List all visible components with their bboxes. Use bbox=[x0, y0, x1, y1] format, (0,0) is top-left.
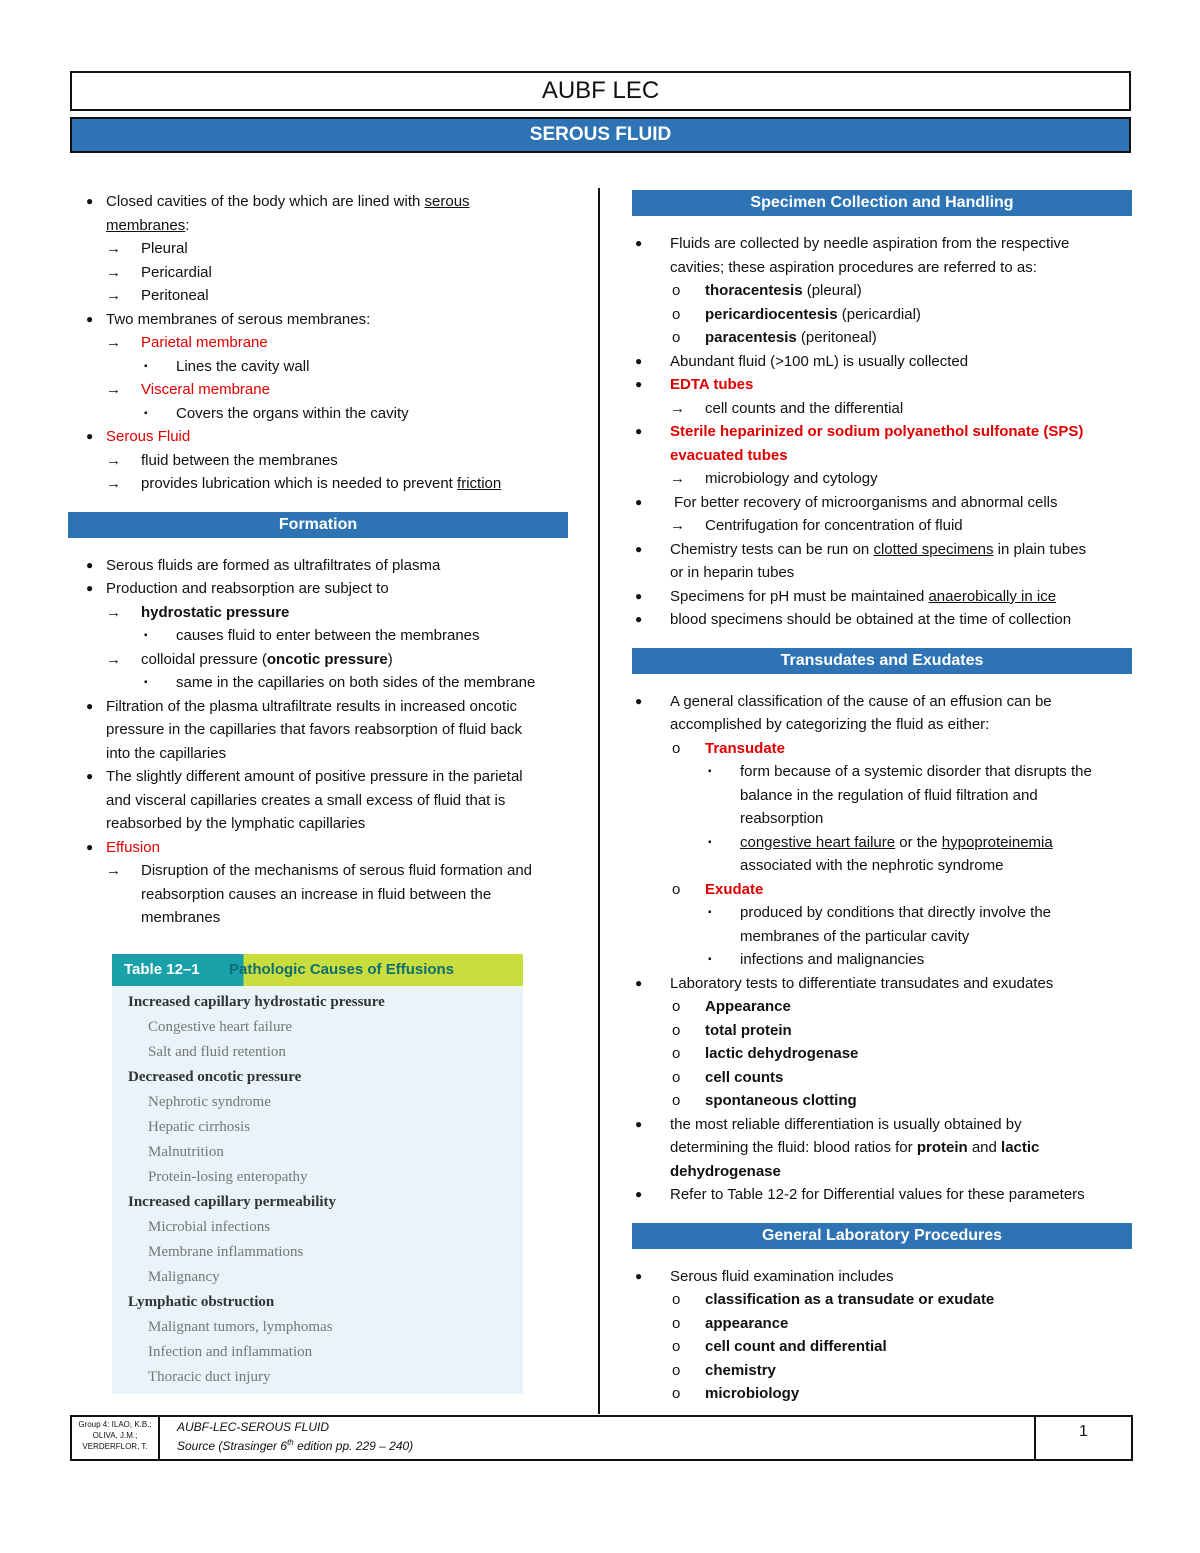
list-item: ▪ causes fluid to enter between the membranes bbox=[144, 627, 480, 644]
list-item: → Visceral membrane bbox=[106, 381, 270, 398]
list-item: pressure in the capillaries that favors reabsorption of fluid back bbox=[106, 721, 523, 738]
list-item: ● Chemistry tests can be run on clotted specimens in plain tubes bbox=[635, 540, 1087, 558]
pathologic-causes-table bbox=[112, 954, 523, 1394]
footer-info bbox=[177, 1419, 413, 1454]
table-category: Increased capillary permeability bbox=[128, 1194, 337, 1210]
section-heading-general: General Laboratory Procedures bbox=[632, 1223, 1132, 1249]
list-item: reabsorption causes an increase in fluid between the bbox=[141, 885, 492, 903]
list-item: accomplished by categorizing the fluid as either: bbox=[670, 716, 990, 733]
list-item: → Pericardial bbox=[106, 263, 212, 281]
list-item: → fluid between the membranes bbox=[106, 451, 338, 469]
list-item: o Appearance bbox=[672, 998, 791, 1015]
table-cause: Membrane inflammations bbox=[148, 1244, 304, 1260]
list-item: associated with the nephrotic syndrome bbox=[740, 857, 1004, 874]
table-category: Decreased oncotic pressure bbox=[128, 1069, 302, 1085]
table-cause: Thoracic duct injury bbox=[148, 1369, 271, 1385]
list-item: o spontaneous clotting bbox=[672, 1092, 857, 1109]
list-item: ● Fluids are collected by needle aspiration from the respective bbox=[635, 235, 1070, 252]
footer-source: Source (Strasinger 6th edition pp. 229 – 240) bbox=[177, 1438, 414, 1453]
list-item: → Peritoneal bbox=[106, 287, 209, 304]
list-item: ▪ produced by conditions that directly involve the bbox=[708, 904, 1052, 921]
list-item: ● Filtration of the plasma ultrafiltrate results in increased oncotic bbox=[86, 697, 518, 715]
column-divider bbox=[598, 188, 600, 1414]
list-item: ● Serous fluids are formed as ultrafiltrates of plasma bbox=[86, 556, 441, 574]
list-item: ● EDTA tubes bbox=[635, 376, 754, 393]
table-cause: Nephrotic syndrome bbox=[148, 1094, 271, 1110]
table-cause: Microbial infections bbox=[148, 1219, 271, 1235]
table-cause: Infection and inflammation bbox=[148, 1344, 313, 1360]
list-item: o microbiology bbox=[672, 1385, 800, 1402]
right-column bbox=[632, 190, 1132, 1406]
table-category: Lymphatic obstruction bbox=[128, 1294, 275, 1310]
list-item: → Centrifugation for concentration of fluid bbox=[670, 517, 963, 534]
list-item: membranes of the particular cavity bbox=[740, 927, 970, 945]
footer-title: AUBF-LEC-SEROUS FLUID bbox=[177, 1420, 330, 1434]
page-subtitle: SEROUS FLUID bbox=[70, 117, 1131, 153]
list-item: reabsorbed by the lymphatic capillaries bbox=[106, 815, 366, 832]
list-item: o Transudate bbox=[672, 739, 786, 757]
list-item: dehydrogenase bbox=[670, 1162, 781, 1180]
page-number: 1 bbox=[1034, 1417, 1131, 1459]
list-item: → colloidal pressure (oncotic pressure) bbox=[106, 650, 393, 668]
table-title: Pathologic Causes of Effusions bbox=[229, 961, 455, 978]
table-cause: Malignancy bbox=[148, 1269, 220, 1285]
footer-group: Group 4: ILAO, K.B.; OLIVA, J.M.; VERDERFLOR, T. bbox=[72, 1417, 160, 1459]
list-item: o chemistry bbox=[672, 1361, 776, 1379]
list-item: → provides lubrication which is needed to prevent friction bbox=[106, 475, 502, 492]
list-item: ▪ Covers the organs within the cavity bbox=[144, 404, 409, 422]
list-item: ● For better recovery of microorganisms and abnormal cells bbox=[635, 493, 1058, 511]
list-item: membranes bbox=[141, 909, 221, 926]
list-item: evacuated tubes bbox=[670, 446, 788, 464]
list-item: ▪ form because of a systemic disorder that disrupts the bbox=[708, 763, 1092, 780]
table-cause: Malignant tumors, lymphomas bbox=[148, 1319, 333, 1335]
table-header bbox=[112, 954, 523, 986]
list-item: → Disruption of the mechanisms of serous fluid formation and bbox=[106, 862, 533, 879]
list-item: o cell counts bbox=[672, 1068, 784, 1086]
list-item: ● Specimens for pH must be maintained anaerobically in ice bbox=[635, 587, 1057, 605]
table-body bbox=[112, 990, 523, 1390]
list-item: membranes: bbox=[106, 216, 190, 234]
list-item: ● Abundant fluid (>100 mL) is usually collected bbox=[635, 352, 969, 370]
list-item: ● the most reliable differentiation is usually obtained by bbox=[635, 1115, 1022, 1133]
list-item: o total protein bbox=[672, 1021, 792, 1039]
list-item: o thoracentesis (pleural) bbox=[672, 282, 862, 299]
table-cause: Congestive heart failure bbox=[148, 1019, 293, 1035]
list-item: → Parietal membrane bbox=[106, 334, 268, 351]
list-item: ● Serous Fluid bbox=[86, 428, 191, 445]
list-item: ▪ congestive heart failure or the hypoproteinemia bbox=[708, 833, 1053, 851]
page-footer bbox=[70, 1415, 1133, 1461]
section-heading-transudates: Transudates and Exudates bbox=[632, 648, 1132, 674]
list-item: or in heparin tubes bbox=[670, 564, 795, 581]
list-item: ● Closed cavities of the body which are lined with serous bbox=[86, 193, 470, 210]
list-item: ● Sterile heparinized or sodium polyanethol sulfonate (SPS) bbox=[635, 423, 1084, 440]
list-item: o paracentesis (peritoneal) bbox=[672, 329, 877, 346]
list-item: o pericardiocentesis (pericardial) bbox=[672, 305, 921, 323]
table-cause: Salt and fluid retention bbox=[148, 1044, 286, 1060]
table-cause: Malnutrition bbox=[148, 1144, 224, 1160]
list-item: ● Two membranes of serous membranes: bbox=[86, 310, 371, 328]
table-cause: Protein-losing enteropathy bbox=[148, 1169, 308, 1185]
list-item: o Exudate bbox=[672, 880, 764, 898]
section-heading-formation: Formation bbox=[68, 512, 568, 538]
list-item: → microbiology and cytology bbox=[670, 470, 878, 487]
list-item: ▪ infections and malignancies bbox=[708, 951, 925, 968]
table-number: Table 12–1 bbox=[124, 961, 200, 978]
list-item: ● Serous fluid examination includes bbox=[635, 1267, 894, 1285]
list-item: reabsorption bbox=[740, 810, 824, 827]
list-item: balance in the regulation of fluid filtration and bbox=[740, 786, 1038, 804]
list-item: ● Production and reabsorption are subject to bbox=[86, 580, 389, 597]
table-category: Increased capillary hydrostatic pressure bbox=[128, 994, 385, 1010]
list-item: ● Laboratory tests to differentiate transudates and exudates bbox=[635, 974, 1054, 992]
list-item: o lactic dehydrogenase bbox=[672, 1045, 859, 1062]
list-item: o cell count and differential bbox=[672, 1338, 887, 1355]
list-item: determining the fluid: blood ratios for protein and lactic bbox=[670, 1139, 1040, 1156]
list-item: → cell counts and the differential bbox=[670, 399, 904, 417]
list-item: ● A general classification of the cause of an effusion can be bbox=[635, 692, 1052, 710]
list-item: → hydrostatic pressure bbox=[106, 603, 290, 621]
left-column bbox=[68, 190, 568, 930]
list-item: ▪ Lines the cavity wall bbox=[144, 357, 310, 375]
list-item: ● blood specimens should be obtained at the time of collection bbox=[635, 611, 1072, 628]
list-item: → Pleural bbox=[106, 240, 188, 257]
table-cause: Hepatic cirrhosis bbox=[148, 1119, 251, 1135]
list-item: ● Effusion bbox=[86, 838, 160, 856]
list-item: and visceral capillaries creates a small excess of fluid that is bbox=[106, 791, 506, 809]
list-item: into the capillaries bbox=[106, 744, 227, 762]
list-item: o classification as a transudate or exudate bbox=[672, 1291, 995, 1308]
section-heading-specimen: Specimen Collection and Handling bbox=[632, 190, 1132, 216]
list-item: cavities; these aspiration procedures are referred to as: bbox=[670, 258, 1037, 276]
list-item: ▪ same in the capillaries on both sides of the membrane bbox=[144, 674, 536, 691]
page-title: AUBF LEC bbox=[70, 71, 1131, 111]
list-item: ● Refer to Table 12-2 for Differential values for these parameters bbox=[635, 1186, 1085, 1203]
list-item: o appearance bbox=[672, 1314, 789, 1332]
list-item: ● The slightly different amount of positive pressure in the parietal bbox=[86, 768, 523, 785]
